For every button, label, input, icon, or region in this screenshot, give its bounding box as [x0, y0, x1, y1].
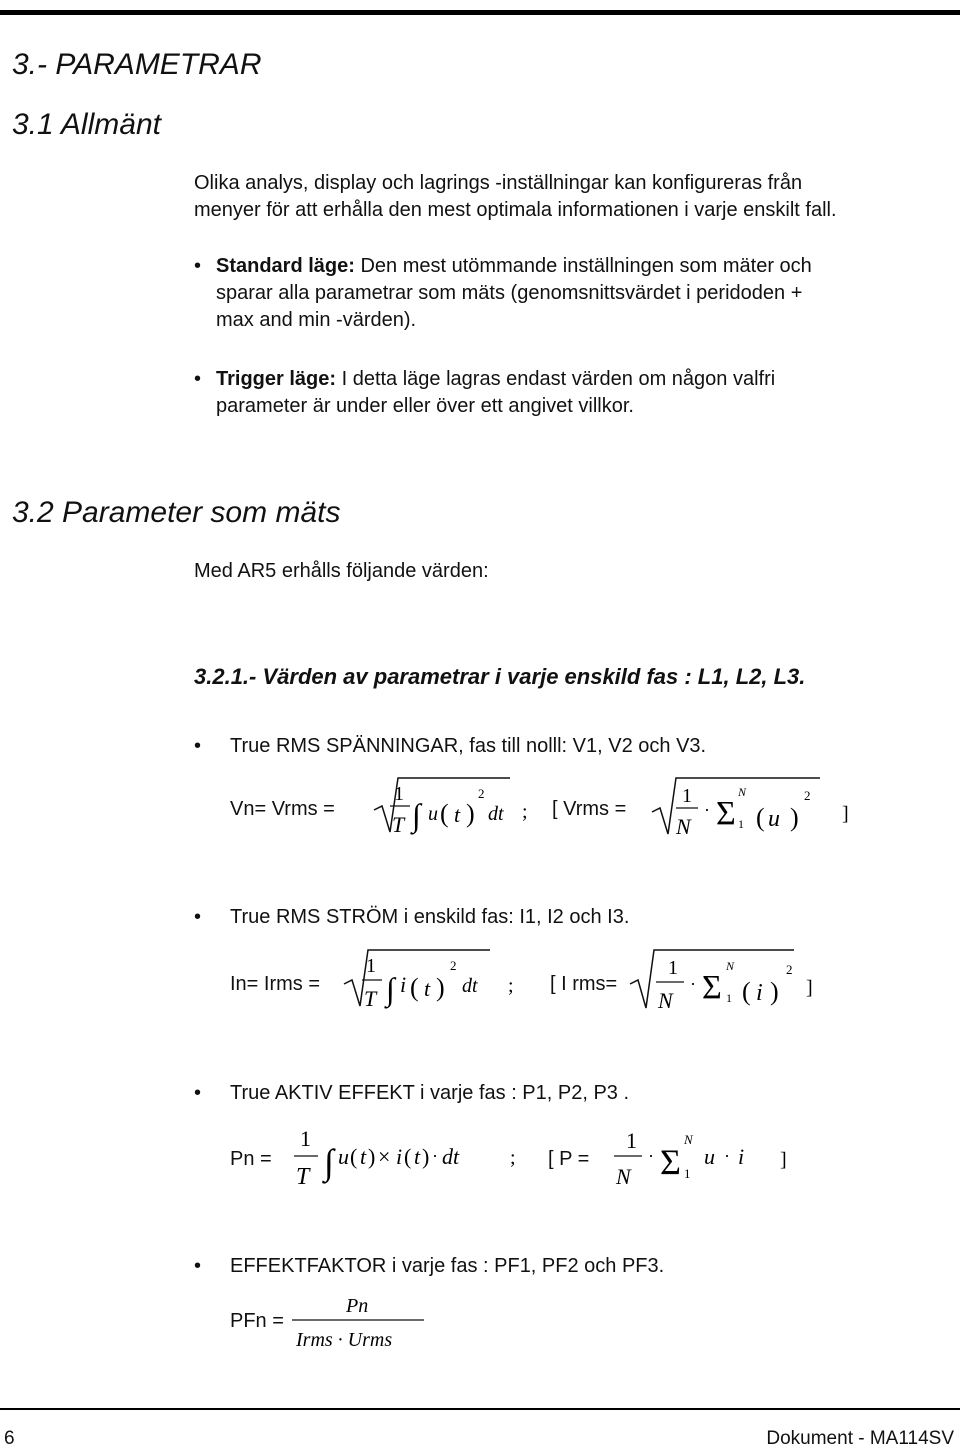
section-intro: Med AR5 erhålls följande värden: [194, 560, 489, 582]
sq-exp: 2 [478, 786, 485, 801]
frac-N: N [658, 988, 673, 1013]
voltage-lhs: Vn= Vrms = [230, 798, 335, 820]
trigger-mode-term: Trigger läge: [216, 368, 337, 390]
pf-denominator: Irms · Urms [296, 1329, 393, 1351]
voltage-integral-form [374, 778, 510, 837]
standard-mode-line-3: max and min -värden). [216, 309, 417, 331]
fn-i: i [400, 972, 407, 997]
var-t: t [414, 1144, 421, 1169]
power-factor-item-text: EFFEKTFAKTOR i varje fas : PF1, PF2 och PF3. [230, 1255, 665, 1277]
var-t: t [454, 802, 461, 827]
sq-exp: 2 [786, 962, 793, 977]
paren-close: ) [368, 1144, 376, 1169]
intro-line-1: Olika analys, display och lagrings -inställningar kan konfigureras från [194, 172, 803, 194]
dot-icon: · [724, 1146, 730, 1166]
bullet-icon: • [194, 1255, 202, 1277]
paren-open: ( [410, 973, 419, 1002]
dt: dt [488, 803, 504, 825]
frac-N: N [676, 814, 691, 839]
sq-exp: 2 [804, 788, 811, 803]
fn-u: u [338, 1144, 349, 1169]
paren-open: ( [742, 977, 751, 1006]
trigger-mode-line-2: parameter är under eller över ett angivet villkor. [216, 395, 634, 417]
bracket-close: ] [806, 977, 813, 999]
power-alt-lhs: [ P = [548, 1148, 590, 1170]
paren-open: ( [440, 799, 449, 828]
paren-close: ) [790, 803, 799, 832]
separator: ; [510, 1147, 516, 1169]
frac-one: 1 [668, 957, 678, 979]
page-number: 6 [4, 1428, 15, 1449]
separator: ; [522, 801, 528, 823]
integral-icon: ∫ [324, 1142, 334, 1182]
power-item-text: True AKTIV EFFEKT i varje fas : P1, P2, P3 . [230, 1082, 630, 1104]
power-factor-lhs: PFn = [230, 1310, 284, 1332]
paren-close: ) [770, 977, 779, 1006]
paren-open: ( [756, 803, 765, 832]
trigger-mode-line-1: I detta läge lagras endast värden om någon valfri [336, 368, 776, 390]
integral-icon: ∫ [412, 797, 421, 833]
top-rule [0, 10, 960, 15]
power-sum-formula [606, 1118, 806, 1194]
sum-icon: Σ [716, 795, 736, 832]
integral-icon: ∫ [386, 971, 395, 1007]
dot-icon: · [690, 974, 696, 994]
frac-T: T [392, 812, 405, 837]
paren-close: ) [422, 1144, 430, 1169]
heading-varden-per-fas: 3.2.1.- Värden av parametrar i varje enskild fas : L1, L2, L3. [194, 664, 806, 689]
frac-one: 1 [366, 955, 376, 977]
dt: dt [442, 1144, 460, 1169]
paren-open: ( [404, 1144, 412, 1169]
frac-one: 1 [682, 785, 692, 807]
var-i: i [738, 1144, 745, 1169]
paren-close: ) [466, 799, 475, 828]
var-u: u [704, 1144, 715, 1169]
fn-i: i [396, 1144, 403, 1169]
heading-parametrar: 3.- PARAMETRAR [12, 48, 262, 81]
power-lhs: Pn = [230, 1148, 272, 1170]
bracket-close: ] [780, 1149, 787, 1171]
frac-one: 1 [300, 1126, 311, 1151]
bullet-icon: • [194, 735, 202, 757]
frac-N: N [616, 1164, 631, 1189]
bracket-close: ] [842, 803, 849, 825]
frac-one: 1 [394, 783, 404, 805]
footer-rule [0, 1408, 960, 1410]
current-sum-formula [628, 944, 828, 1016]
voltage-sum-formula [650, 772, 860, 842]
sum-upper: N [726, 959, 735, 973]
sum-lower: 1 [726, 991, 732, 1005]
current-item-text: True RMS STRÖM i enskild fas: I1, I2 och I3. [230, 906, 630, 928]
sum-lower: 1 [684, 1166, 691, 1181]
current-lhs: In= Irms = [230, 973, 321, 995]
heading-parameter-som-mats: 3.2 Parameter som mäts [12, 496, 341, 529]
standard-mode-term: Standard läge: [216, 255, 355, 277]
intro-line-2: menyer för att erhålla den mest optimala informationen i varje enskilt fall. [194, 199, 837, 221]
fn-u: u [428, 803, 438, 825]
separator: ; [508, 975, 514, 997]
var-t: t [424, 976, 431, 1001]
bullet-icon: • [194, 368, 202, 390]
standard-mode-item [216, 253, 812, 334]
frac-T: T [364, 986, 377, 1011]
power-formula [290, 1118, 530, 1194]
var-u: u [768, 806, 780, 832]
document-id: Dokument - MA114SV [766, 1428, 954, 1449]
current-alt-lhs: [ I rms= [550, 973, 618, 995]
voltage-alt-lhs: [ Vrms = [552, 798, 627, 820]
dot-icon: · [648, 1146, 654, 1166]
dt: dt [462, 975, 478, 997]
standard-mode-line-1: Den mest utömmande inställningen som mäter och [354, 255, 812, 277]
frac-T: T [296, 1164, 310, 1190]
pf-numerator: Pn [346, 1295, 369, 1317]
current-formula [340, 942, 540, 1014]
times-icon: × [378, 1144, 391, 1169]
sum-icon: Σ [660, 1142, 681, 1182]
bullet-icon: • [194, 255, 202, 277]
sum-icon: Σ [702, 969, 722, 1006]
bullet-icon: • [194, 906, 202, 928]
standard-mode-line-2: sparar alla parametrar som mäts (genomsnittsvärdet i peridoden + [216, 282, 803, 304]
voltage-item-text: True RMS SPÄNNINGAR, fas till nolll: V1, V2 och V3. [230, 735, 707, 757]
paren-close: ) [436, 973, 445, 1002]
sum-upper: N [738, 785, 747, 799]
sum-lower: 1 [738, 817, 744, 831]
paren-open: ( [350, 1144, 358, 1169]
dot-icon: · [432, 1146, 438, 1166]
var-i: i [756, 980, 763, 1006]
intro-paragraph [194, 170, 837, 224]
bullet-icon: • [194, 1082, 202, 1104]
sq-exp: 2 [450, 958, 457, 973]
frac-one: 1 [626, 1128, 637, 1153]
dot-icon: · [704, 800, 710, 820]
heading-allmant: 3.1 Allmänt [12, 108, 161, 141]
power-factor-fraction [290, 1288, 440, 1354]
var-t: t [360, 1144, 367, 1169]
sum-upper: N [684, 1132, 693, 1147]
trigger-mode-item [216, 366, 775, 420]
